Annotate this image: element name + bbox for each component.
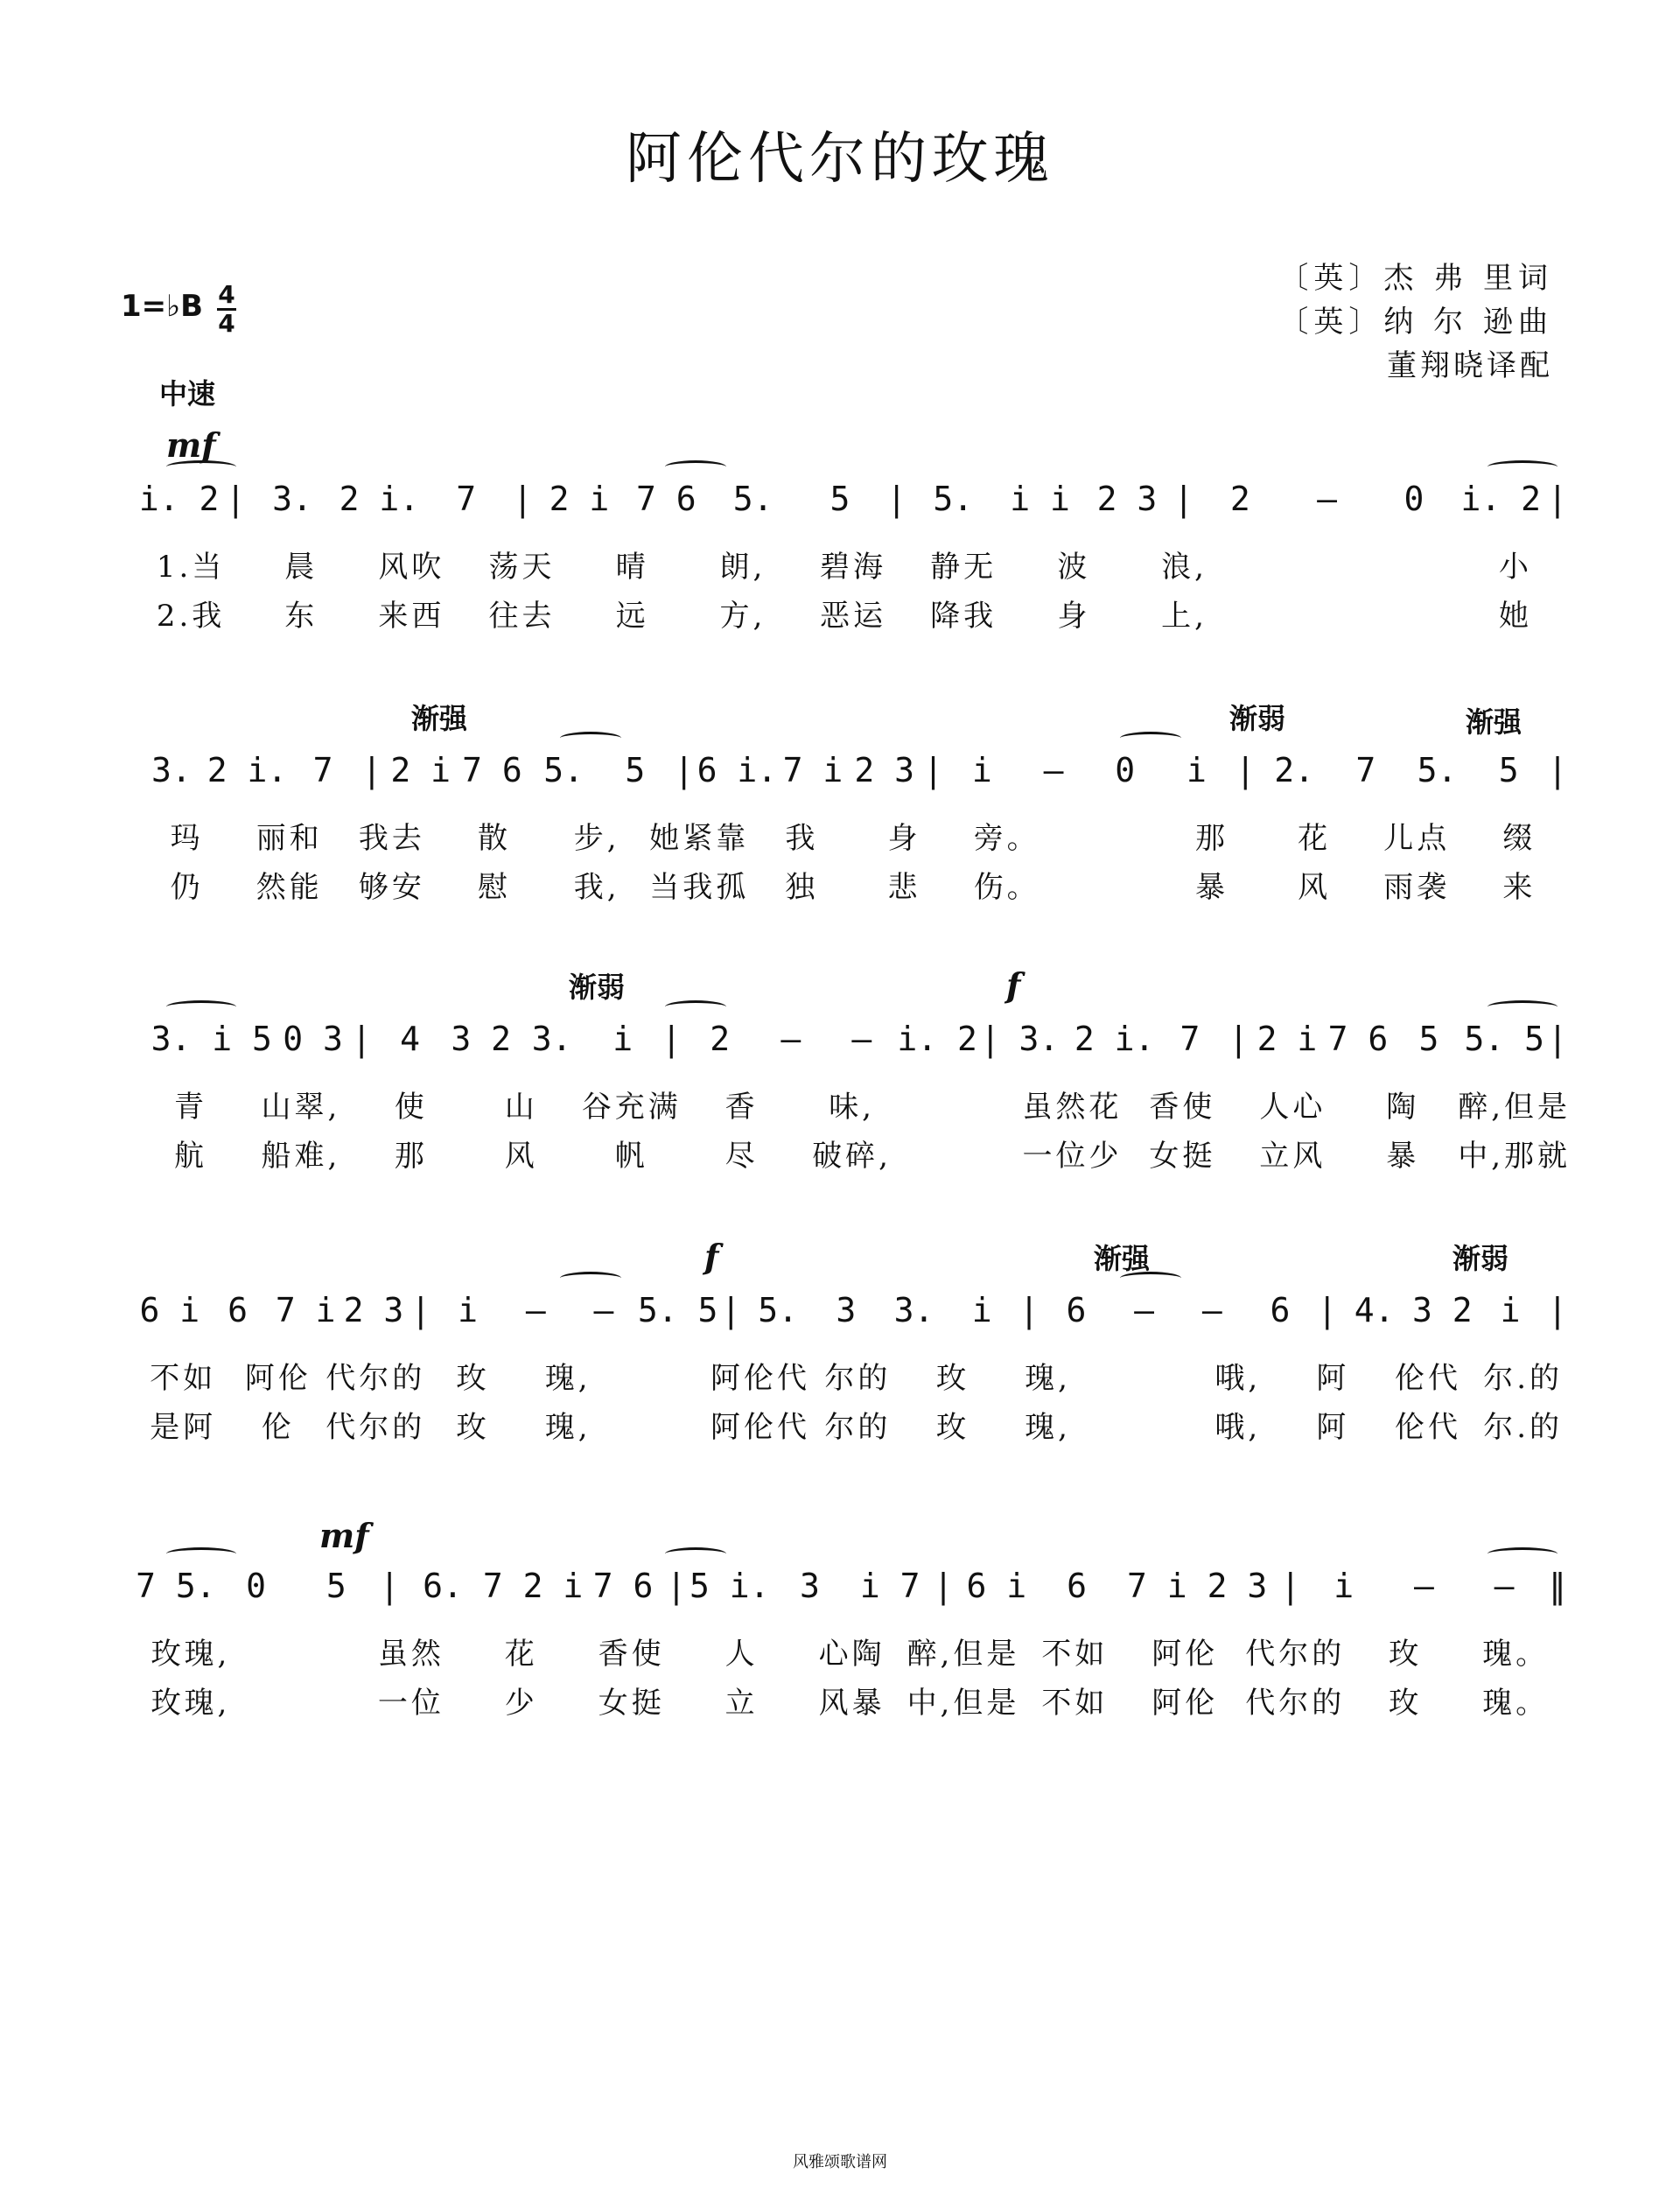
dynamic-mark: f — [704, 1237, 719, 1276]
lyric-word — [907, 1132, 1018, 1175]
lyric-word: 中,那就 — [1458, 1139, 1572, 1174]
note-group: 5. 5 — [637, 1291, 718, 1329]
slur-arc — [665, 1547, 726, 1560]
note-group: 6 — [228, 1291, 248, 1329]
note-group: 2 — [1229, 480, 1250, 518]
lyric-word: 谷充满 — [581, 1090, 682, 1125]
note-group: i. 2 — [1460, 480, 1542, 518]
note-group: i — [971, 751, 992, 789]
lyric-word: 尔的 — [824, 1361, 892, 1396]
lyric-word: 不如 — [150, 1361, 217, 1396]
barline: | — [1284, 1567, 1297, 1605]
lyric-word — [907, 1083, 1018, 1126]
note-group: 2 i — [1256, 1020, 1318, 1058]
lyric-word: 醉,但是 — [1458, 1090, 1572, 1125]
lyric-verse1 — [136, 1630, 1571, 1673]
lyric-word: 来西 — [378, 599, 445, 634]
time-signature-top: 4 — [218, 280, 235, 309]
note-group: i — [1186, 751, 1207, 789]
note-group: i — [458, 1291, 479, 1329]
lyric-word: 然能 — [256, 870, 323, 905]
lyric-word: 风暴 — [818, 1686, 886, 1721]
lyric-word: 方, — [719, 599, 766, 634]
lyric-verse1 — [136, 814, 1571, 857]
note-group: – — [1494, 1567, 1515, 1605]
lyric-word: 玛 — [170, 821, 204, 856]
lyric-word: 少 — [504, 1686, 538, 1721]
lyric-word: 风吹 — [378, 550, 445, 585]
lyric-word: 航 — [173, 1139, 207, 1174]
note-group: i. 2 — [897, 1020, 977, 1058]
lyric-word: 浪, — [1161, 550, 1208, 585]
note-group: 3. — [272, 480, 312, 518]
lyric-word: 虽然花 — [1022, 1090, 1123, 1125]
note-group: 0 — [1115, 751, 1136, 789]
note-group: i. 2 — [138, 480, 220, 518]
note-group: 0 — [246, 1567, 266, 1605]
lyric-word — [1096, 1354, 1191, 1397]
expression-mark: 渐弱 — [1452, 1242, 1509, 1275]
lyric-word: 伦代 — [1395, 1361, 1461, 1396]
lyric-word: 青 — [173, 1090, 207, 1125]
barline: | — [665, 1020, 677, 1058]
note-group: 5. — [933, 480, 974, 518]
barline: | — [1233, 1020, 1244, 1058]
lyric-word: 瑰, — [1025, 1410, 1071, 1445]
lyric-word: 暴 — [1386, 1139, 1420, 1174]
notation-line — [136, 1291, 1571, 1329]
lyric-word: 当我孤 — [649, 870, 750, 905]
slur-arc — [1488, 460, 1558, 473]
note-group: 7 i — [275, 1291, 336, 1329]
note-group: 7 — [1355, 751, 1376, 789]
lyric-word: 玫 — [1389, 1686, 1423, 1721]
expression-mark: 渐强 — [1094, 1242, 1151, 1275]
note-group: 2 i. — [206, 751, 288, 789]
note-group: i — [1334, 1567, 1354, 1605]
note-group: – — [525, 1291, 546, 1329]
notation-line — [136, 480, 1571, 518]
lyric-word: 阿 — [1316, 1361, 1350, 1396]
dynamic-mark: mf — [166, 425, 216, 465]
lyric-word: 1.当 — [156, 550, 226, 585]
lyric-word: 波 — [1057, 550, 1091, 585]
lyric-word: 尔.的 — [1483, 1410, 1564, 1445]
note-group: 5. — [543, 751, 584, 789]
lyric-word: 2.我 — [156, 599, 226, 634]
lyric-word: 瑰。 — [1482, 1686, 1550, 1721]
note-group: 3 — [800, 1567, 820, 1605]
note-group: 5. — [732, 480, 774, 518]
note-group: 5 — [830, 480, 850, 518]
lyric-word: 降我 — [930, 599, 998, 634]
barline: | — [984, 1020, 997, 1058]
lyric-word: 阿伦 — [1152, 1637, 1219, 1672]
note-group: 6 — [1067, 1567, 1088, 1605]
lyric-word: 散 — [477, 821, 511, 856]
lyric-word: 山翠, — [261, 1090, 341, 1125]
lyric-word: 人 — [724, 1637, 759, 1672]
note-group: 2 i. — [339, 480, 420, 518]
slur-arc — [1488, 1547, 1558, 1560]
note-group: 5 i. — [690, 1567, 770, 1605]
lyric-word: 晨 — [284, 550, 318, 585]
slur-arc — [166, 1547, 236, 1560]
notation-line — [136, 1567, 1571, 1605]
lyric-word: 悲 — [887, 870, 921, 905]
lyric-word: 山 — [504, 1090, 538, 1125]
time-signature-bottom: 4 — [218, 309, 235, 338]
expression-mark: 渐弱 — [569, 971, 626, 1004]
note-group: 6 i. — [696, 751, 778, 789]
lyric-word: 小 — [1498, 550, 1532, 585]
lyric-word: 远 — [615, 599, 649, 634]
lyric-word: 帆 — [614, 1139, 648, 1174]
note-group: 6 i — [139, 1291, 200, 1329]
lyric-word: 尔.的 — [1483, 1361, 1564, 1396]
note-group: 2 i. — [1074, 1020, 1155, 1058]
lyric-word — [1350, 543, 1460, 586]
lyric-word: 女挺 — [1149, 1139, 1216, 1174]
lyric-word: 花 — [1298, 821, 1332, 856]
lyric-verse2 — [136, 1679, 1571, 1722]
song-title: 阿伦代尔的玫瑰 — [626, 127, 1054, 192]
lyric-word: 立 — [724, 1686, 759, 1721]
barline: | — [670, 1567, 682, 1605]
lyric-word: 暴 — [1194, 870, 1228, 905]
lyric-word — [615, 1354, 710, 1397]
lyric-word: 玫 — [1389, 1637, 1423, 1672]
note-group: 7 6 — [462, 751, 522, 789]
note-group: 5 — [1498, 751, 1519, 789]
barline: | — [1239, 751, 1251, 789]
note-group: 2 — [710, 1020, 731, 1058]
slur-arc — [1120, 1272, 1181, 1285]
lyric-word: 慰 — [477, 870, 511, 905]
barline: | — [415, 1291, 427, 1329]
note-group: 2 3 — [854, 751, 914, 789]
lyric-word: 雨袭 — [1383, 870, 1451, 905]
lyric-word: 代尔的 — [1245, 1637, 1346, 1672]
footer-source: 风雅颂歌谱网 — [793, 2153, 887, 2171]
barline: | — [678, 751, 690, 789]
note-group: – — [1317, 480, 1338, 518]
lyric-word: 身 — [1057, 599, 1091, 634]
lyric-word: 香使 — [598, 1637, 665, 1672]
lyric-word: 使 — [394, 1090, 428, 1125]
lyric-word: 身 — [887, 821, 921, 856]
lyric-word: 晴 — [615, 550, 649, 585]
lyric-word: 代尔的 — [326, 1410, 426, 1445]
lyric-word — [246, 1679, 356, 1722]
note-group: 5 — [625, 751, 646, 789]
note-group: i i — [1010, 480, 1070, 518]
notation-line — [136, 751, 1571, 789]
note-group: 3. — [150, 751, 192, 789]
lyric-word — [1240, 543, 1350, 586]
slur-arc — [560, 1272, 621, 1285]
barline: | — [366, 751, 378, 789]
lyric-word: 玫 — [456, 1361, 490, 1396]
lyric-word — [246, 1630, 356, 1673]
lyric-word: 阿伦 — [1152, 1686, 1219, 1721]
note-group: 3 2 — [451, 1020, 511, 1058]
note-group: 7 — [312, 751, 333, 789]
note-group: 7 i — [1126, 1567, 1187, 1605]
lyric-word: 来 — [1502, 870, 1536, 905]
barline: | — [724, 1291, 737, 1329]
lyric-word: 女挺 — [598, 1686, 665, 1721]
note-group: 5 — [1418, 1020, 1439, 1058]
note-group: 2 3 — [343, 1291, 404, 1329]
lyric-word: 玫 — [456, 1410, 490, 1445]
lyric-word: 瑰。 — [1482, 1637, 1550, 1672]
lyric-word: 阿伦代 — [710, 1410, 811, 1445]
lyric-word: 尽 — [724, 1139, 759, 1174]
lyric-word: 不如 — [1041, 1686, 1109, 1721]
lyric-word: 花 — [504, 1637, 538, 1672]
barline: | — [383, 1567, 396, 1605]
note-group: 7 — [1180, 1020, 1200, 1058]
note-group: – — [1134, 1291, 1155, 1329]
lyric-word: 破碎, — [812, 1139, 892, 1174]
lyric-word: 哦, — [1214, 1361, 1262, 1396]
note-group: 2 i — [549, 480, 610, 518]
lyric-word: 儿点 — [1383, 821, 1451, 856]
tempo-marking: 中速 — [159, 377, 216, 410]
barline: | — [1551, 1020, 1564, 1058]
note-group: 3. — [1018, 1020, 1060, 1058]
note-group: i 7 — [859, 1567, 920, 1605]
note-group: 7 6 — [1327, 1020, 1389, 1058]
note-group: 7 2 i — [482, 1567, 584, 1605]
note-group: 4 — [400, 1020, 421, 1058]
lyric-verse1 — [136, 1083, 1571, 1126]
lyric-word: 哦, — [1214, 1410, 1262, 1445]
lyric-word: 步, — [573, 821, 620, 856]
barline: | — [1178, 480, 1190, 518]
note-group: 5. — [758, 1291, 799, 1329]
lyric-word: 瑰, — [1025, 1361, 1071, 1396]
barline: | — [891, 480, 903, 518]
lyric-word: 东 — [284, 599, 318, 634]
note-group: i — [1500, 1291, 1521, 1329]
barline: ‖ — [1549, 1567, 1566, 1605]
expression-mark: 渐强 — [1466, 705, 1522, 739]
notation-line — [136, 1020, 1571, 1058]
note-group: 5. 5 — [1464, 1020, 1545, 1058]
translator-credit: 董翔晓译配 — [1387, 348, 1553, 383]
lyric-word: 代尔的 — [326, 1361, 426, 1396]
lyric-word — [1058, 814, 1160, 857]
barline: | — [355, 1020, 368, 1058]
lyric-word: 人心 — [1259, 1090, 1326, 1125]
slur-arc — [665, 1000, 726, 1013]
lyric-word: 虽然 — [377, 1637, 444, 1672]
note-group: 2 3 — [1207, 1567, 1268, 1605]
lyric-word: 醉,但是 — [906, 1637, 1020, 1672]
note-group: i — [612, 1020, 634, 1058]
lyric-word — [1096, 1403, 1191, 1446]
lyric-word: 静无 — [930, 550, 998, 585]
note-group: 2 3 — [1096, 480, 1158, 518]
note-group: 0 — [1404, 480, 1424, 518]
note-group: – — [593, 1291, 614, 1329]
lyric-word: 玫瑰, — [150, 1686, 231, 1721]
lyric-word: 风 — [1298, 870, 1332, 905]
lyric-word: 一位少 — [1022, 1139, 1123, 1174]
lyric-word: 独 — [785, 870, 819, 905]
note-group: 7 i — [782, 751, 844, 789]
lyric-word: 朗, — [719, 550, 766, 585]
note-group: 3 2 — [1412, 1291, 1473, 1329]
note-group: 6 i — [966, 1567, 1027, 1605]
lyric-word: 上, — [1161, 599, 1208, 634]
lyricist-credit: 〔英〕杰 弗 里词 — [1278, 261, 1553, 296]
lyric-word: 往去 — [488, 599, 556, 634]
slur-arc — [560, 732, 621, 745]
lyric-verse2 — [136, 592, 1571, 635]
lyric-word — [1058, 863, 1160, 906]
lyric-word: 船难, — [261, 1139, 341, 1174]
lyric-word: 够安 — [358, 870, 425, 905]
note-group: 3 — [836, 1291, 857, 1329]
note-group: – — [1201, 1291, 1222, 1329]
lyric-word: 我去 — [358, 821, 425, 856]
note-group: 0 3 — [283, 1020, 343, 1058]
expression-mark: 渐强 — [411, 702, 468, 735]
lyric-word: 玫瑰, — [150, 1637, 231, 1672]
note-group: 7 6 — [635, 480, 696, 518]
note-group: 7 6 — [592, 1567, 654, 1605]
note-group: – — [1413, 1567, 1434, 1605]
note-group: 7 5. — [136, 1567, 216, 1605]
lyric-word: 一位 — [377, 1686, 444, 1721]
note-group: 6 — [1066, 1291, 1087, 1329]
note-group: – — [780, 1020, 802, 1058]
lyric-word: 代尔的 — [1245, 1686, 1346, 1721]
barline: | — [1551, 1291, 1564, 1329]
lyric-word: 立风 — [1259, 1139, 1326, 1174]
slur-arc — [166, 460, 236, 473]
note-group: i — [971, 1291, 992, 1329]
lyric-word: 阿伦 — [244, 1361, 312, 1396]
key-signature: 1=♭B — [121, 289, 204, 324]
lyric-word: 荡天 — [488, 550, 556, 585]
lyric-verse2 — [136, 1132, 1571, 1175]
lyric-word: 香使 — [1149, 1090, 1216, 1125]
note-group: 3. — [531, 1020, 572, 1058]
lyric-word: 瑰, — [544, 1361, 592, 1396]
composer-credit: 〔英〕纳 尔 逊曲 — [1278, 305, 1553, 340]
note-group: 2. — [1274, 751, 1314, 789]
lyric-verse1 — [136, 1354, 1571, 1397]
lyric-word: 丽和 — [256, 821, 323, 856]
lyric-word: 她紧靠 — [649, 821, 750, 856]
lyric-verse2 — [136, 863, 1571, 906]
note-group: i 5 — [212, 1020, 272, 1058]
lyric-word: 仍 — [170, 870, 204, 905]
note-group: 4. — [1354, 1291, 1395, 1329]
lyric-word: 尔的 — [824, 1410, 892, 1445]
barline: | — [1321, 1291, 1334, 1329]
dynamic-mark: mf — [319, 1516, 369, 1555]
note-group: 5 — [326, 1567, 346, 1605]
note-group: 2 i — [390, 751, 452, 789]
note-group: 7 — [456, 480, 477, 518]
note-group: 3. — [150, 1020, 192, 1058]
lyric-word: 我 — [785, 821, 819, 856]
dynamic-mark: f — [1006, 965, 1021, 1005]
lyric-word: 那 — [394, 1139, 428, 1174]
barline: | — [937, 1567, 949, 1605]
lyric-word: 她 — [1498, 599, 1532, 634]
slur-arc — [1120, 732, 1181, 745]
barline: | — [229, 480, 242, 518]
slur-arc — [166, 1000, 236, 1013]
lyric-word: 瑰, — [544, 1410, 592, 1445]
lyric-word: 心陶 — [818, 1637, 886, 1672]
slur-arc — [1488, 1000, 1558, 1013]
lyric-word: 那 — [1194, 821, 1228, 856]
lyric-word: 旁。 — [973, 821, 1040, 856]
lyric-word: 伦 — [261, 1410, 295, 1445]
note-group: – — [851, 1020, 872, 1058]
lyric-word — [615, 1403, 710, 1446]
note-group: 6 — [1270, 1291, 1291, 1329]
lyric-word: 陶 — [1386, 1090, 1420, 1125]
lyric-word: 缀 — [1502, 821, 1536, 856]
lyric-word: 是阿 — [150, 1410, 217, 1445]
lyric-word: 风 — [504, 1139, 538, 1174]
lyric-word: 阿伦代 — [710, 1361, 811, 1396]
barline: | — [1551, 751, 1564, 789]
note-group: 3. — [893, 1291, 934, 1329]
lyric-word: 玫 — [935, 1361, 970, 1396]
barline: | — [1023, 1291, 1035, 1329]
lyric-word: 阿 — [1316, 1410, 1350, 1445]
barline: | — [928, 751, 939, 789]
slur-arc — [665, 460, 726, 473]
lyric-word: 香 — [724, 1090, 759, 1125]
expression-mark: 渐弱 — [1229, 702, 1286, 735]
lyric-word: 味, — [829, 1090, 875, 1125]
note-group: 6. — [423, 1567, 463, 1605]
lyric-word — [1350, 592, 1460, 635]
note-group: – — [1043, 751, 1064, 789]
lyric-word: 碧海 — [820, 550, 887, 585]
lyric-word — [1240, 592, 1350, 635]
lyric-word: 中,但是 — [906, 1686, 1020, 1721]
barline: | — [516, 480, 528, 518]
barline: | — [1551, 480, 1564, 518]
lyric-verse2 — [136, 1403, 1571, 1446]
lyric-word: 玫 — [935, 1410, 970, 1445]
time-signature — [217, 282, 236, 337]
lyric-word: 伤。 — [973, 870, 1040, 905]
lyric-word: 恶运 — [820, 599, 887, 634]
lyric-word: 伦代 — [1395, 1410, 1461, 1445]
note-group: 5. — [1417, 751, 1458, 789]
lyric-verse1 — [136, 543, 1571, 586]
lyric-word: 不如 — [1041, 1637, 1109, 1672]
lyric-word: 我, — [573, 870, 620, 905]
